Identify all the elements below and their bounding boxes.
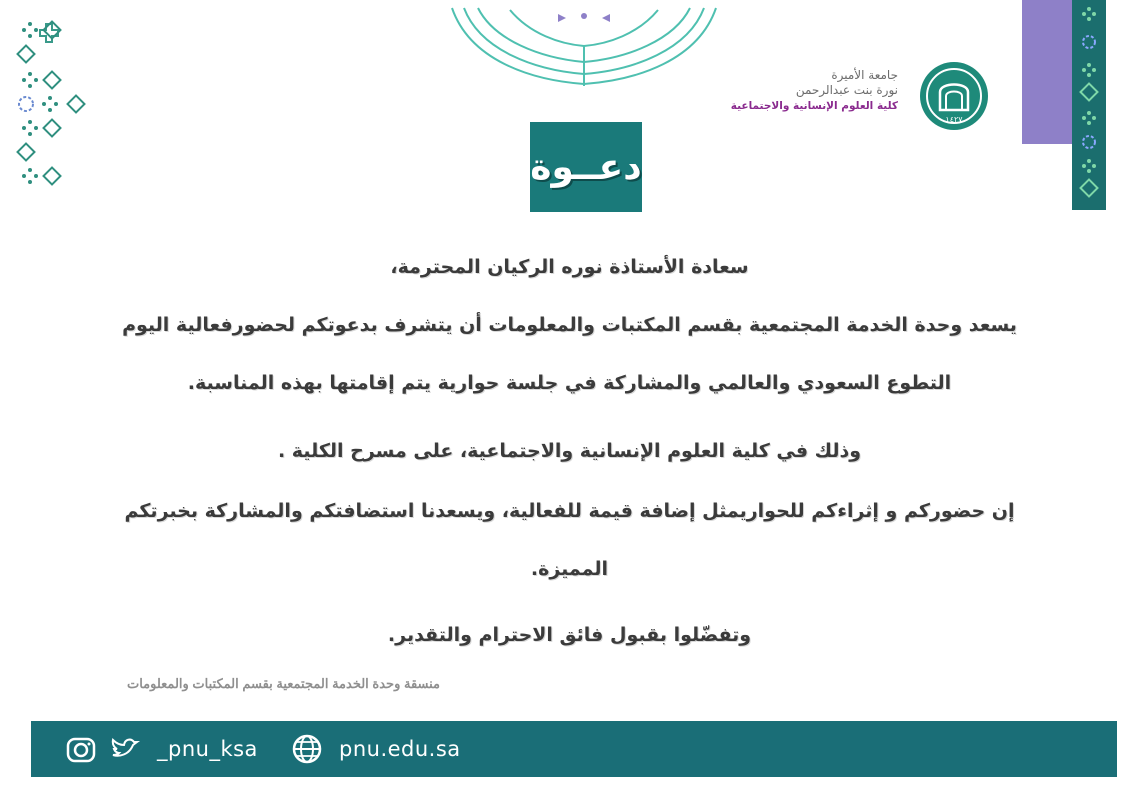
- university-name-line2: نورة بنت عبدالرحمن: [795, 83, 898, 97]
- body-line-3: وذلك في كلية العلوم الإنسانية والاجتماعية، على مسرح الكلية .: [277, 440, 862, 462]
- body-line-5: المميزة.: [530, 558, 609, 580]
- instagram-icon[interactable]: [63, 731, 99, 767]
- decorative-strip-purple: [1022, 0, 1074, 144]
- footer-bar: [31, 721, 1117, 777]
- social-handle-text: _pnu_ksa: [157, 737, 258, 761]
- twitter-icon[interactable]: [107, 731, 143, 767]
- logo-year: ١٤٢٧: [945, 115, 963, 124]
- closing-line: وتفضّلوا بقبول فائق الاحترام والتقدير.: [387, 624, 752, 646]
- university-logo: [730, 58, 990, 138]
- greeting: سعادة الأستاذة نوره الركيان المحترمة،: [390, 256, 749, 278]
- decorative-pattern-left: [14, 18, 94, 193]
- globe-icon: [289, 731, 325, 767]
- decorative-strip-teal: [1072, 0, 1106, 210]
- college-name: كلية العلوم الإنسانية والاجتماعية: [730, 100, 898, 112]
- decorative-arch: [450, 0, 718, 92]
- invitation-title: دعــوة: [530, 146, 642, 188]
- body-line-4: إن حضوركم و إثراءكم للحواريمثل إضافة قيمة للفعالية، ويسعدنا استضافتكم والمشاركة بخبرتكم: [124, 500, 1015, 522]
- university-emblem-icon: [918, 60, 990, 132]
- invitation-title-box: [530, 122, 642, 212]
- university-name-line1: جامعة الأميرة: [831, 68, 898, 82]
- footer-social-icons: [63, 721, 143, 777]
- body-line-1: يسعد وحدة الخدمة المجتمعية بقسم المكتبات والمعلومات أن يتشرف بدعوتكم لحضورفعالية اليوم: [122, 314, 1017, 336]
- signature: منسقة وحدة الخدمة المجتمعية بقسم المكتبات والمعلومات: [126, 676, 440, 691]
- social-handle[interactable]: [157, 721, 258, 777]
- body-line-2: التطوع السعودي والعالمي والمشاركة في جلسة حوارية يتم إقامتها بهذه المناسبة.: [187, 372, 952, 394]
- website-link[interactable]: [289, 721, 461, 777]
- logo-text: [728, 68, 898, 114]
- website-text: pnu.edu.sa: [339, 737, 461, 761]
